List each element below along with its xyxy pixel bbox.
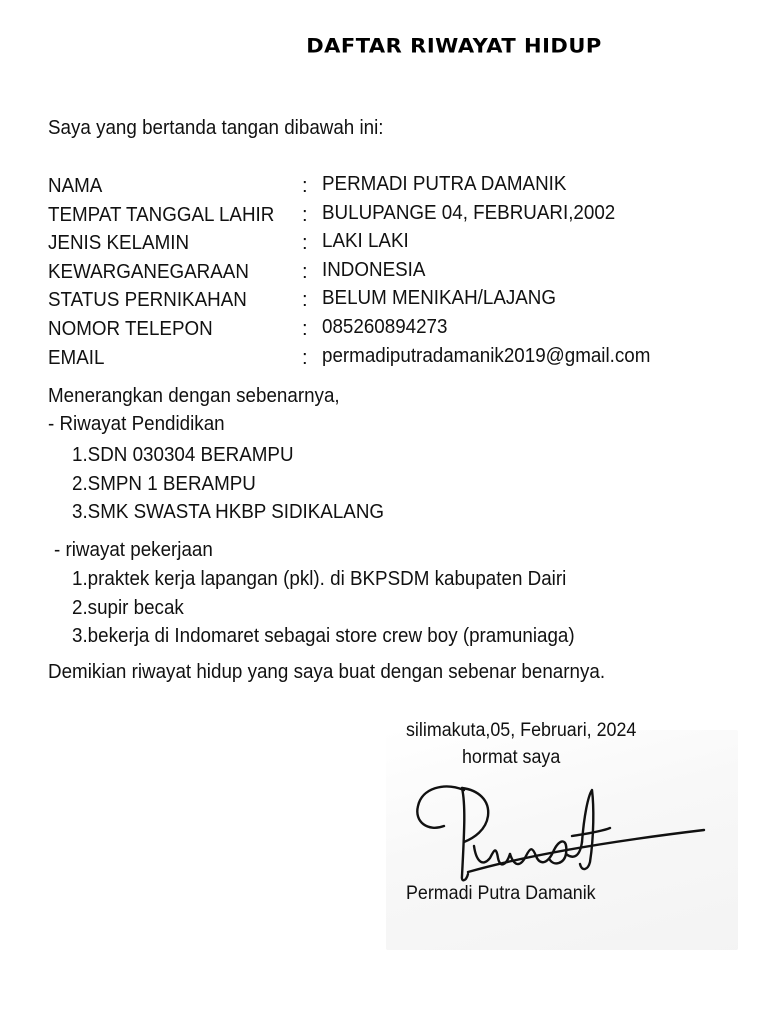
identity-label: EMAIL xyxy=(48,346,105,369)
identity-value: BULUPANGE 04, FEBRUARI,2002 xyxy=(322,201,616,224)
identity-row-gender xyxy=(48,227,738,256)
work-heading: - riwayat pekerjaan xyxy=(54,539,213,561)
list-item: 2.supir becak xyxy=(72,596,184,619)
list-item: 3.SMK SWASTA HKBP SIDIKALANG xyxy=(72,501,385,524)
list-item: 3.bekerja di Indomaret sebagai store crew boy (pramuniaga) xyxy=(72,625,575,648)
identity-value: INDONESIA xyxy=(322,258,426,281)
identity-label: KEWARGANEGARAAN xyxy=(48,260,249,283)
document-title: DAFTAR RIWAYAT HIDUP xyxy=(306,34,602,58)
identity-row-phone xyxy=(48,313,738,342)
identity-colon: : xyxy=(302,232,308,255)
identity-label: NAMA xyxy=(48,175,103,197)
identity-colon: : xyxy=(302,260,308,283)
identity-label: STATUS PERNIKAHAN xyxy=(48,289,247,312)
identity-value: 085260894273 xyxy=(322,315,448,338)
statement-text: Menerangkan dengan sebenarnya, xyxy=(48,385,340,407)
work-list xyxy=(72,565,607,651)
identity-row-citizenship xyxy=(48,256,738,285)
identity-row-name xyxy=(48,170,738,199)
list-item: 2.SMPN 1 BERAMPU xyxy=(72,472,256,495)
identity-value: PERMADI PUTRA DAMANIK xyxy=(322,173,567,195)
identity-colon: : xyxy=(302,175,308,197)
handwritten-signature xyxy=(404,776,724,886)
identity-label: JENIS KELAMIN xyxy=(48,232,190,255)
identity-label: NOMOR TELEPON xyxy=(48,317,213,340)
identity-colon: : xyxy=(302,346,308,369)
closing-text: Demikian riwayat hidup yang saya buat dengan sebenar benarnya. xyxy=(48,661,606,683)
signer-name: Permadi Putra Damanik xyxy=(406,883,596,904)
intro-text: Saya yang bertanda tangan dibawah ini: xyxy=(48,117,384,139)
identity-table xyxy=(48,170,738,370)
identity-label: TEMPAT TANGGAL LAHIR xyxy=(48,203,275,226)
list-item: 1.SDN 030304 BERAMPU xyxy=(72,444,294,466)
identity-colon: : xyxy=(302,317,308,340)
identity-value: permadiputradamanik2019@gmail.com xyxy=(322,344,651,367)
identity-row-email xyxy=(48,342,738,371)
education-heading: - Riwayat Pendidikan xyxy=(48,413,225,435)
list-item: 1.praktek kerja lapangan (pkl). di BKPSDM kabupaten Dairi xyxy=(72,568,567,590)
education-list xyxy=(72,441,404,527)
identity-colon: : xyxy=(302,289,308,312)
place-date: silimakuta,05, Februari, 2024 xyxy=(406,720,637,741)
identity-row-marital xyxy=(48,284,738,313)
identity-value: BELUM MENIKAH/LAJANG xyxy=(322,287,557,310)
identity-colon: : xyxy=(302,203,308,226)
regards-text: hormat saya xyxy=(462,747,561,768)
identity-row-birth xyxy=(48,199,738,228)
identity-value: LAKI LAKI xyxy=(322,230,409,253)
